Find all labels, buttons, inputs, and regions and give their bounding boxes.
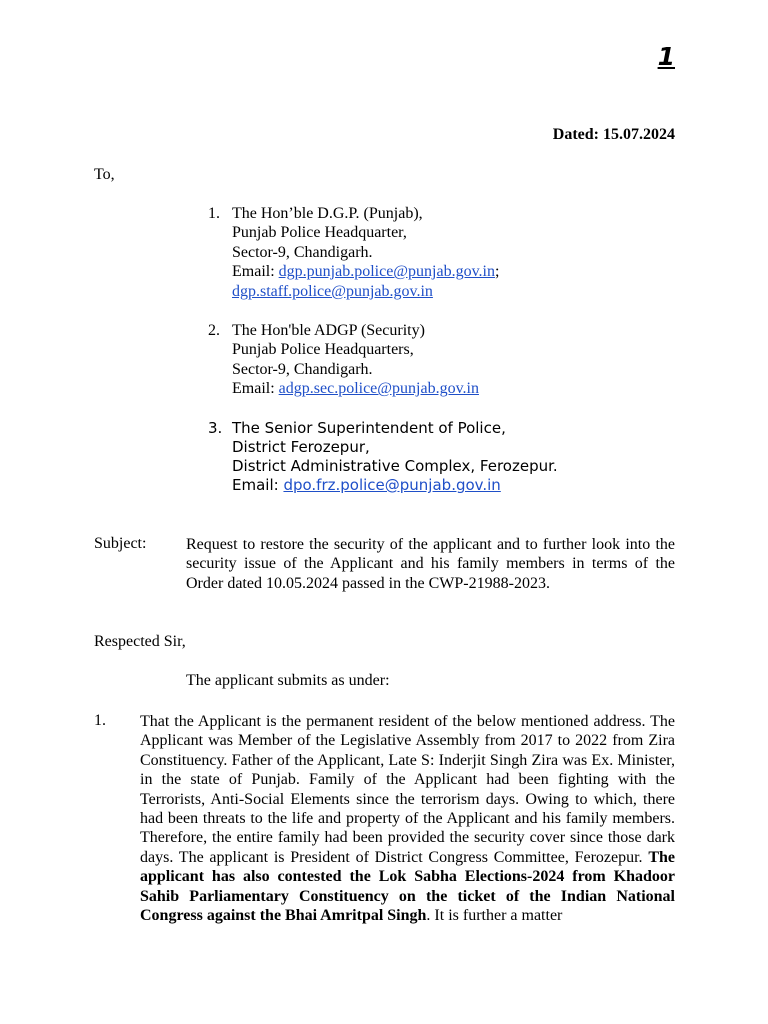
addressee-line: Sector-9, Chandigarh. bbox=[232, 360, 373, 378]
addressee-line: Sector-9, Chandigarh. bbox=[232, 243, 373, 261]
email-link[interactable]: dpo.frz.police@punjab.gov.in bbox=[283, 476, 501, 494]
paragraph-text: . It is further a matter bbox=[426, 907, 563, 925]
salutation: Respected Sir, bbox=[94, 633, 186, 650]
email-separator: ; bbox=[494, 263, 500, 281]
submits-line: The applicant submits as under: bbox=[186, 672, 390, 689]
addressee-line: The Hon’ble D.G.P. (Punjab), bbox=[232, 205, 423, 222]
addressee-line: Punjab Police Headquarters, bbox=[232, 341, 414, 359]
paragraph-1 bbox=[140, 712, 675, 925]
email-label: Email: bbox=[232, 263, 279, 281]
email-line bbox=[232, 379, 479, 398]
letter-date: Dated: 15.07.2024 bbox=[552, 126, 675, 143]
subject-label: Subject: bbox=[94, 535, 147, 552]
email-line bbox=[232, 262, 499, 281]
addressee-2 bbox=[208, 321, 479, 399]
email-link[interactable]: dgp.staff.police@punjab.gov.in bbox=[232, 282, 433, 300]
email-link[interactable]: adgp.sec.police@punjab.gov.in bbox=[278, 380, 479, 398]
addressee-line: The Hon'ble ADGP (Security) bbox=[232, 322, 425, 339]
paragraph-bold-text: The applicant has also contested the Lok Sabha Elections-2024 from Khadoor Sahib Parliamentary Constituency on the ticket of the Indian National Congress against the Bhai Amritpal Singh bbox=[140, 848, 675, 925]
addressee-line: The Senior Superintendent of Police, bbox=[232, 419, 506, 437]
addressee-number: 2. bbox=[208, 322, 220, 339]
paragraph-text: That the Applicant is the permanent resident of the below mentioned address. The Applicant was Member of the Legislative Assembly from 2017 to 2022 from Zira Constituency. Father of the Applicant, Late S: Inderjit Singh Zira was Ex. Minister, in the state of Punjab. Family of the Applicant had been fighting with the Terrorists, Anti-Social Elements since the terrorism days. Owing to which, there had been threats to the life and property of the Applicant and his family members. Therefore, the entire family had been provided the security cover since those dark days. The applicant is President of District Congress Committee, Ferozepur. bbox=[140, 713, 675, 866]
addressee-number: 3. bbox=[208, 419, 223, 437]
subject-text: Request to restore the security of the applicant and to further look into the security issue of the Applicant and his family members in terms of the Order dated 10.05.2024 passed in the CWP-21988-2023. bbox=[186, 536, 675, 592]
email-label: Email: bbox=[232, 380, 279, 398]
email-link[interactable]: dgp.punjab.police@punjab.gov.in bbox=[278, 263, 495, 281]
to-label: To, bbox=[94, 166, 115, 183]
addressee-line: District Ferozepur, bbox=[232, 438, 370, 456]
paragraph-number: 1. bbox=[94, 712, 106, 729]
page-number: 1 bbox=[657, 42, 675, 71]
addressee-3 bbox=[208, 419, 558, 495]
addressee-line: Punjab Police Headquarter, bbox=[232, 224, 407, 242]
addressee-number: 1. bbox=[208, 205, 220, 222]
addressee-1 bbox=[208, 204, 499, 301]
addressee-line: District Administrative Complex, Ferozepur. bbox=[232, 457, 558, 475]
email-label: Email: bbox=[232, 476, 284, 494]
email-line bbox=[232, 476, 558, 495]
